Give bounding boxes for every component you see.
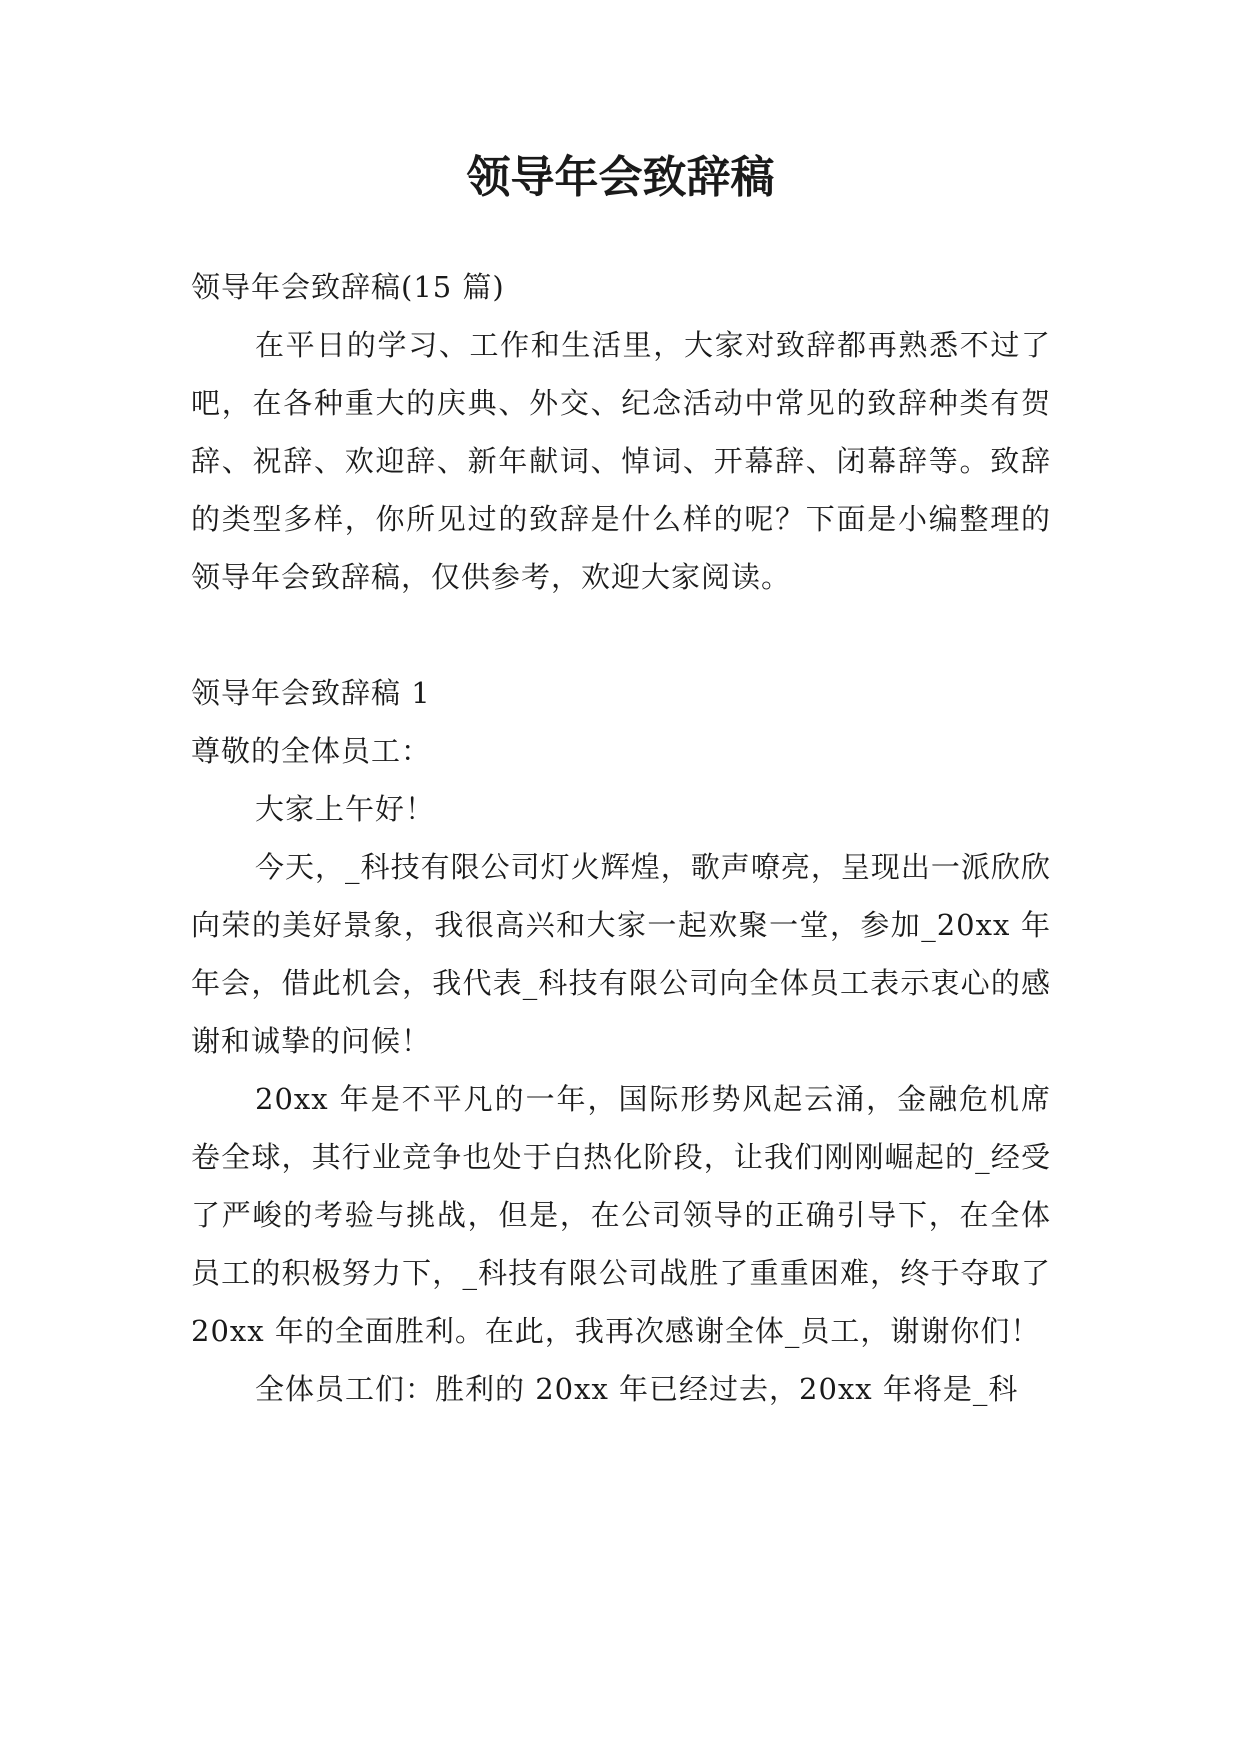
salutation: 尊敬的全体员工： xyxy=(191,734,432,768)
document-title: 领导年会致辞稿 xyxy=(466,152,775,203)
document-body xyxy=(191,258,1051,1418)
greeting: 大家上午好！ xyxy=(255,792,436,826)
body-paragraph: 20xx 年是不平凡的一年，国际形势风起云涌，金融危机席卷全球，其行业竞争也处于白热化阶段，让我们刚刚崛起的_经受了严峻的考验与挑战，但是，在公司领导的正确引导下，在全体员工的积极努力下，_科技有限公司战胜了重重困难，终于夺取了 20xx 年的全面胜利。在此，我再次感谢全体_员工，谢谢你们！ xyxy=(191,1082,1051,1348)
document-subtitle: 领导年会致辞稿(15 篇) xyxy=(191,270,505,304)
body-paragraph: 全体员工们：胜利的 20xx 年已经过去，20xx 年将是_科 xyxy=(255,1372,1019,1406)
intro-paragraph: 在平日的学习、工作和生活里，大家对致辞都再熟悉不过了吧，在各种重大的庆典、外交、纪念活动中常见的致辞种类有贺辞、祝辞、欢迎辞、新年献词、悼词、开幕辞、闭幕辞等。致辞的类型多样，你所见过的致辞是什么样的呢？下面是小编整理的领导年会致辞稿，仅供参考，欢迎大家阅读。 xyxy=(191,328,1051,594)
section-heading: 领导年会致辞稿 1 xyxy=(191,676,431,710)
section-spacer xyxy=(191,606,1051,664)
body-paragraph: 今天，_科技有限公司灯火辉煌，歌声嘹亮，呈现出一派欣欣向荣的美好景象，我很高兴和大家一起欢聚一堂，参加_20xx 年年会，借此机会，我代表_科技有限公司向全体员工表示衷心的感谢和诚挚的问候！ xyxy=(191,850,1051,1058)
